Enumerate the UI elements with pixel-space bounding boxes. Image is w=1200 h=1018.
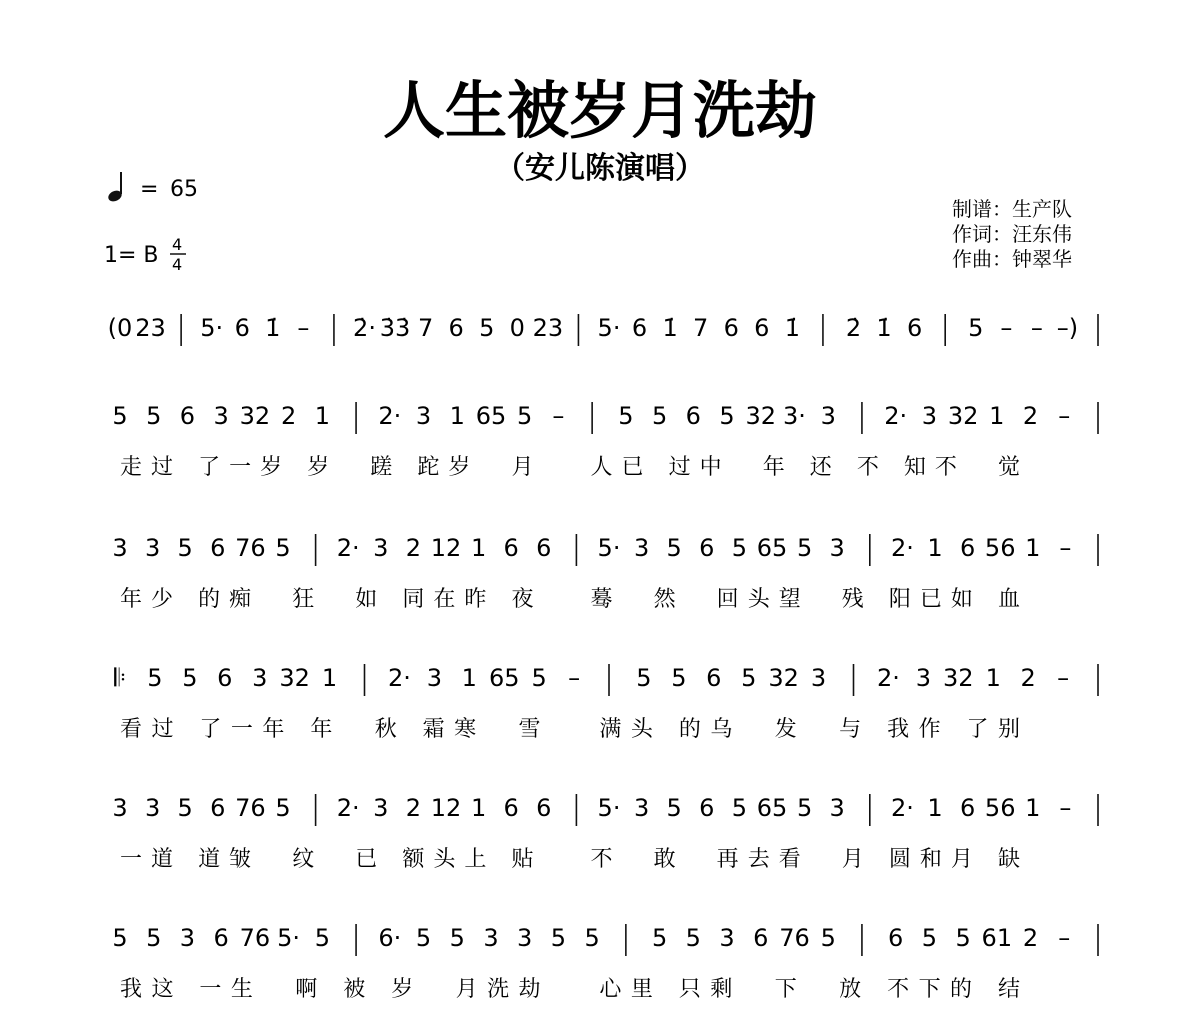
- note-token: 5: [275, 794, 291, 822]
- note-token: 5: [666, 794, 682, 822]
- time-signature-top: 4: [172, 235, 183, 254]
- tempo-equals: =: [140, 177, 159, 202]
- score-row: [112, 402, 1098, 480]
- note-token: 6: [179, 402, 196, 430]
- note-token: 6: [536, 534, 552, 562]
- note-token: 3: [373, 534, 389, 562]
- note-token: 6·: [378, 924, 402, 952]
- note-token: 1: [449, 402, 465, 430]
- note-token: 2: [1022, 402, 1039, 430]
- note-token: 32: [947, 402, 979, 430]
- note-token: 3: [820, 402, 836, 430]
- note-token: 2·: [890, 534, 914, 562]
- note-token: 3: [415, 402, 432, 430]
- time-signature-bottom: 4: [172, 255, 183, 274]
- note-token: 5: [796, 534, 813, 562]
- note-token: 65: [756, 534, 788, 562]
- note-token: –: [1059, 534, 1072, 562]
- note-token: 65: [475, 402, 507, 430]
- note-token: –: [1058, 402, 1071, 430]
- note-token: 5: [147, 664, 163, 692]
- note-token: 5: [415, 924, 432, 952]
- note-token: 1: [461, 664, 477, 692]
- note-token: 3: [915, 664, 931, 692]
- credit-lyricist: 作词：汪东伟: [952, 222, 1072, 246]
- note-token: 3: [213, 402, 229, 430]
- note-token: 2: [1022, 924, 1039, 952]
- note-token: 1: [1025, 534, 1041, 562]
- note-token: 2: [280, 402, 297, 430]
- note-token: 5: [275, 534, 291, 562]
- note-token: 5: [636, 664, 652, 692]
- score-row: [108, 314, 1098, 346]
- note-token: 2·: [336, 534, 360, 562]
- score-rows: [108, 314, 1098, 1002]
- note-token: 3: [373, 794, 389, 822]
- credit-composer: 作曲：钟翠华: [952, 247, 1072, 271]
- note-token: 6: [448, 314, 464, 342]
- note-token: 3: [112, 534, 128, 562]
- note-token: 0: [509, 314, 525, 342]
- note-token: 32: [768, 664, 799, 692]
- note-token: (0: [107, 314, 133, 342]
- note-token: 5: [146, 402, 162, 430]
- note-token: 5: [584, 924, 600, 952]
- note-token: 3: [144, 534, 161, 562]
- note-token: 5: [651, 924, 668, 952]
- note-token: –: [1058, 924, 1071, 952]
- note-token: 5: [449, 924, 465, 952]
- note-token: 6: [217, 664, 233, 692]
- lyrics-line: 我这 一生 啊 被 岁 月洗劫 心里 只剩 下 放 不下的 结: [120, 977, 1020, 1002]
- note-token: –: [1030, 314, 1043, 342]
- song-title: 人生被岁月洗劫: [382, 74, 818, 147]
- note-token: 7: [417, 314, 434, 342]
- note-token: 5·: [277, 924, 301, 952]
- note-token: 6: [234, 314, 250, 342]
- note-token: 3: [633, 794, 650, 822]
- note-token: 5: [741, 664, 757, 692]
- note-token: 6: [503, 794, 519, 822]
- note-token: 6: [888, 924, 904, 952]
- note-token: 5: [719, 402, 735, 430]
- note-token: 6: [210, 794, 226, 822]
- note-token: 1: [470, 534, 487, 562]
- note-token: 5: [731, 534, 748, 562]
- note-token: 5: [796, 794, 813, 822]
- note-token: 1: [927, 534, 943, 562]
- note-token: 1̇: [876, 314, 892, 342]
- note-token: 1: [1025, 794, 1041, 822]
- lyrics-line: 年少 的痴 狂 如 同在昨 夜 蓦 然 回头望 残 阳已如 血: [120, 587, 1021, 612]
- quarter-note-icon: [107, 172, 124, 203]
- lyrics-line: 一道 道皱 纹 已 额头上 贴 不 敢 再去看 月 圆和月 缺: [120, 847, 1021, 872]
- note-token: –: [568, 664, 581, 692]
- note-token: 12: [430, 534, 462, 562]
- note-token: 1̇: [265, 314, 281, 342]
- note-token: 5: [671, 664, 687, 692]
- note-token: 32: [239, 402, 271, 430]
- note-token: 1: [985, 664, 1001, 692]
- note-token: 6: [503, 534, 519, 562]
- note-token: 5: [731, 794, 748, 822]
- note-token: 5: [955, 924, 971, 952]
- lyrics-line: 看过 了一年 年 秋 霜寒 雪 满头 的乌 发 与 我作 了别: [120, 717, 1020, 742]
- note-token: 76: [235, 534, 266, 562]
- note-token: 2·: [876, 664, 900, 692]
- note-token: 12: [430, 794, 462, 822]
- lyrics-line: 走过 了一岁 岁 蹉 跎岁 月 人已 过中 年 还 不 知不 觉: [120, 455, 1021, 480]
- note-token: 6: [631, 314, 648, 342]
- note-token: 2·: [884, 402, 908, 430]
- note-token: 61: [981, 924, 1013, 952]
- note-token: 23: [532, 314, 564, 342]
- note-token: –: [297, 314, 310, 342]
- note-token: –: [1059, 794, 1072, 822]
- note-token: 3: [829, 794, 845, 822]
- note-token: 3: [921, 402, 938, 430]
- note-token: 6: [723, 314, 739, 342]
- note-token: 6: [753, 924, 769, 952]
- note-token: 1̇: [662, 314, 678, 342]
- tempo-bpm: 65: [170, 177, 198, 202]
- note-token: 2: [405, 794, 422, 822]
- note-token: 3: [633, 534, 650, 562]
- note-token: 5·: [200, 314, 224, 342]
- note-token: 56: [984, 534, 1016, 562]
- note-token: 5·: [597, 794, 621, 822]
- score-row: [112, 794, 1098, 872]
- score-row: [112, 924, 1098, 1002]
- note-token: 6: [959, 534, 976, 562]
- key-signature: 1= B: [104, 243, 159, 268]
- note-token: 5: [685, 924, 701, 952]
- note-token: 6: [536, 794, 552, 822]
- note-token: 2̇·: [353, 314, 376, 342]
- note-token: 6: [685, 402, 701, 430]
- note-token: 5·: [597, 314, 621, 342]
- note-token: 𝄆: [114, 664, 126, 692]
- note-token: 3: [112, 794, 128, 822]
- note-token: 6: [754, 314, 770, 342]
- score-row: [112, 534, 1098, 612]
- note-token: 2·: [890, 794, 914, 822]
- note-token: 32: [279, 664, 310, 692]
- note-token: –: [1000, 314, 1013, 342]
- note-token: 1: [989, 402, 1005, 430]
- note-token: 56: [984, 794, 1016, 822]
- note-token: 3: [719, 924, 735, 952]
- note-token: 3: [810, 664, 827, 692]
- note-token: 76: [779, 924, 810, 952]
- note-token: 5: [112, 924, 128, 952]
- note-token: 6: [906, 314, 923, 342]
- note-token: 3: [144, 794, 161, 822]
- note-token: 1: [470, 794, 487, 822]
- note-token: 6: [706, 664, 722, 692]
- note-token: 3: [517, 924, 533, 952]
- note-token: –): [1056, 314, 1079, 342]
- note-token: 3: [179, 924, 196, 952]
- note-token: 2·: [387, 664, 411, 692]
- note-token: –: [552, 402, 565, 430]
- note-token: 65: [756, 794, 788, 822]
- note-token: 3: [426, 664, 442, 692]
- note-token: 5: [618, 402, 634, 430]
- note-token: 65: [488, 664, 520, 692]
- note-token: 76: [235, 794, 266, 822]
- note-token: 5: [666, 534, 682, 562]
- note-token: 1: [321, 664, 338, 692]
- note-token: 5: [820, 924, 836, 952]
- note-token: 5: [314, 924, 330, 952]
- note-token: 1: [314, 402, 330, 430]
- note-token: 5: [517, 402, 533, 430]
- note-token: 2̇: [845, 314, 862, 342]
- note-token: 2: [405, 534, 422, 562]
- note-token: 6: [699, 794, 715, 822]
- song-subtitle: （安儿陈演唱）: [495, 151, 705, 186]
- note-token: 1̇: [784, 314, 801, 342]
- note-token: 6: [213, 924, 229, 952]
- note-token: 76: [239, 924, 271, 952]
- note-token: 5: [479, 314, 495, 342]
- note-token: 3: [829, 534, 845, 562]
- note-token: –: [1057, 664, 1070, 692]
- note-token: 32: [745, 402, 777, 430]
- note-token: 5: [112, 402, 128, 430]
- score-row: [114, 664, 1098, 742]
- note-token: 5: [531, 664, 547, 692]
- note-token: 6: [959, 794, 976, 822]
- note-token: 5: [182, 664, 198, 692]
- note-token: 5: [177, 534, 193, 562]
- note-token: 2: [1020, 664, 1036, 692]
- note-token: 5: [550, 924, 567, 952]
- note-token: 32: [943, 664, 974, 692]
- note-token: 5: [146, 924, 162, 952]
- note-token: 5·: [597, 534, 621, 562]
- note-token: 6: [210, 534, 226, 562]
- note-token: 5: [651, 402, 668, 430]
- note-token: 5: [921, 924, 938, 952]
- note-token: 5: [968, 314, 984, 342]
- credit-arranger: 制谱：生产队: [952, 197, 1072, 221]
- note-token: 2·: [336, 794, 360, 822]
- note-token: 5: [177, 794, 193, 822]
- note-token: 1: [927, 794, 943, 822]
- note-token: 2·: [378, 402, 402, 430]
- note-token: 23: [135, 314, 166, 342]
- note-token: 3·: [783, 402, 806, 430]
- note-token: 3: [252, 664, 268, 692]
- note-token: 3: [483, 924, 499, 952]
- note-token: 7: [693, 314, 709, 342]
- note-token: 3̇3̇: [379, 314, 411, 342]
- note-token: 6: [699, 534, 715, 562]
